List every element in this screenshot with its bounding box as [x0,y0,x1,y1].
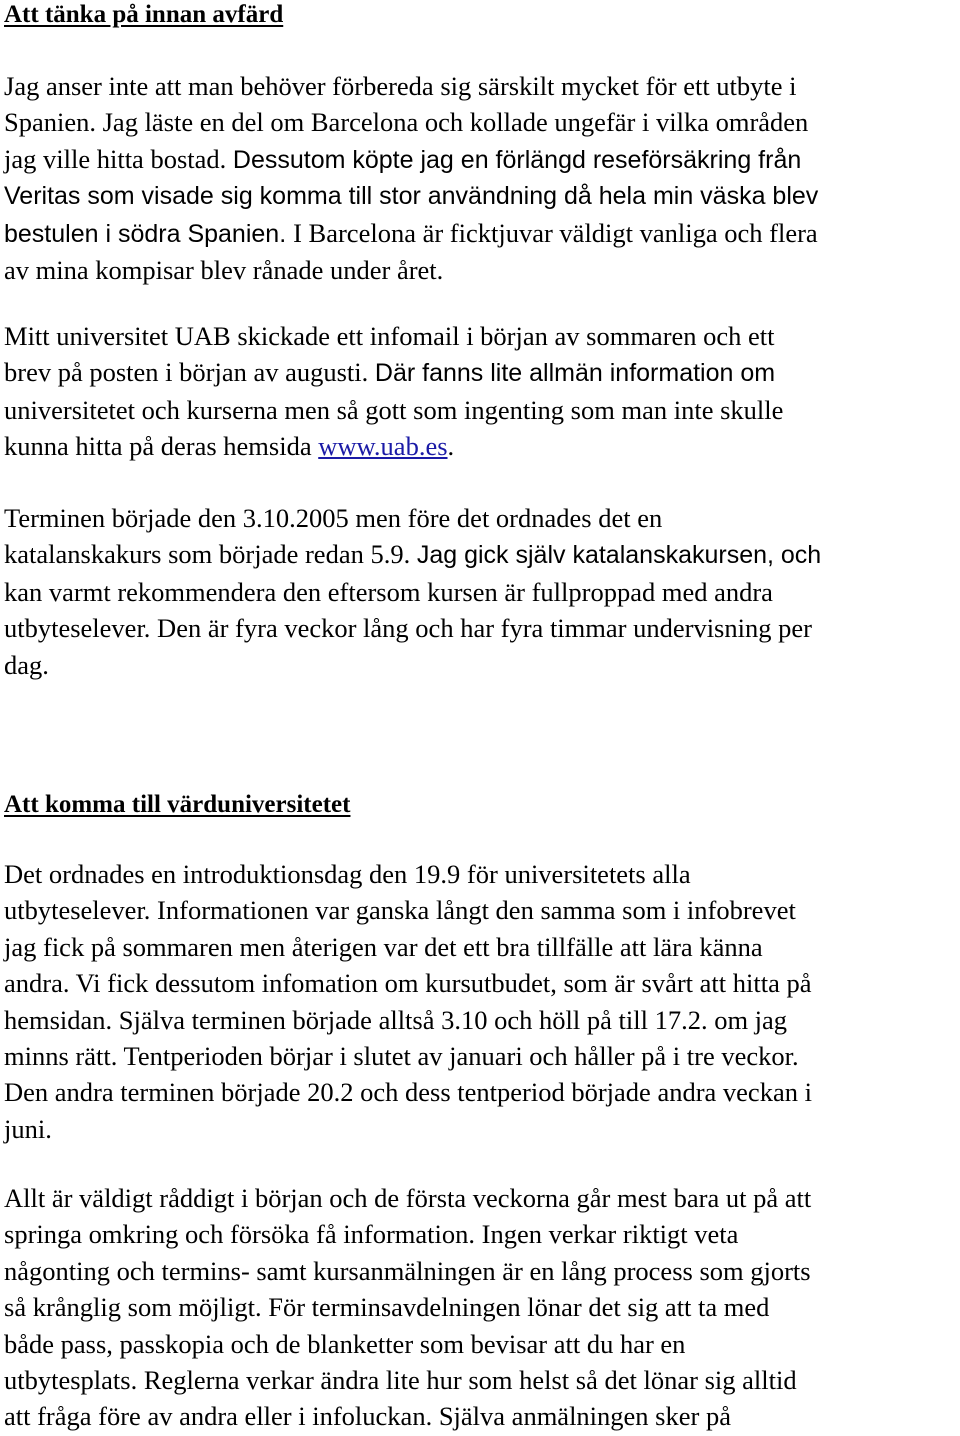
uab-website-link[interactable]: www.uab.es [318,431,448,462]
text-line: jag fick på sommaren men återigen var det ett bra tillfälle att lära känna [4,931,763,962]
text-line [4,428,783,464]
text-line [4,215,818,252]
text-line: utbyteselever. Den är fyra veckor lång och har fyra timmar undervisning per [4,613,812,644]
text-run: Jag gick själv katalanskakursen, och [416,541,822,570]
text-line [4,500,821,536]
text-run: Terminen började den 3.10. [4,503,296,533]
text-line: utbytesplats. Reglerna verkar ändra lite hur som helst så det lönar sig alltid [4,1365,797,1396]
text-line: juni. [4,1113,52,1144]
text-line: Allt är väldigt råddigt i början och de första veckorna går mest bara ut på att [4,1183,812,1213]
text-run: I Barcelona är ficktjuvar väldigt vanliga och flera [293,217,818,248]
text-line [4,536,821,573]
text-line: kan varmt rekommendera den eftersom kursen är fullproppad med andra [4,576,773,607]
text-run: Dessutom köpte jag en förlängd reseförsäkring från [232,145,802,174]
paragraph-introduction-day [4,856,812,1147]
text-line: minns rätt. Tentperioden börjar i slutet av januari och håller på i tre veckor. [4,1041,799,1072]
text-line: både pass, passkopia och de blanketter som bevisar att du har en [4,1328,686,1359]
text-line: Spanien. Jag läste en del om Barcelona och kollade ungefär i vilka områden [4,107,809,138]
text-run: katalanskakurs som började redan 5.9. [4,539,417,570]
text-run: 2005 men före det ordnades det en [295,503,663,533]
text-line: andra. Vi fick dessutom infomation om kursutbudet, som är svårt att hitta på [4,968,812,999]
text-line: hemsidan. Själva terminen började alltså 3.10 och höll på till 17.2. om jag [4,1004,788,1035]
text-run: . [447,431,455,462]
text-line: springa omkring och försöka få information. Ingen verkar riktigt veta [4,1219,739,1250]
text-line: någonting och termins- samt kursanmälningen är en lång process som gjorts [4,1255,811,1286]
text-run: kunna hitta på deras hemsida [4,431,319,462]
text-line: universitetet och kurserna men så gott som ingenting som man inte skulle [4,394,784,425]
text-line: Veritas som visade sig komma till stor användning då hela min väska blev [4,182,819,211]
text-run: bestulen i södra Spanien. [4,219,294,248]
text-run: Där fanns lite allmän information om [374,359,776,388]
text-line: Den andra terminen började 20.2 och dess tentperiod började andra veckan i [4,1077,812,1108]
text-line: utbyteselever. Informationen var ganska långt den samma som i infobrevet [4,895,796,926]
text-line: dag. [4,649,49,680]
paragraph-preparation [4,68,818,288]
paragraph-university-info [4,318,783,465]
text-line: Det ordnades en introduktionsdag den 19.9 för universitetets alla [4,859,691,889]
text-run: jag ville hitta bostad. [4,143,233,174]
section-heading-host-university: Att komma till värduniversitetet [4,791,351,818]
text-line: så krånglig som möjligt. För terminsavdelningen lönar det sig att ta med [4,1292,770,1323]
paragraph-term-start [4,500,821,683]
text-line [4,141,818,178]
paragraph-registration [4,1180,811,1435]
text-run: brev på posten i början av augusti. [4,357,375,388]
text-line: Jag anser inte att man behöver förbereda sig särskilt mycket för ett utbyte i [4,71,797,101]
text-line: Mitt universitet UAB skickade ett infomail i början av sommaren och ett [4,321,775,351]
text-line: att fråga före av andra eller i infoluckan. Själva anmälningen sker på [4,1401,731,1432]
section-heading-before-departure: Att tänka på innan avfärd [4,1,284,28]
text-line [4,354,783,391]
text-line: av mina kompisar blev rånade under året. [4,255,444,286]
